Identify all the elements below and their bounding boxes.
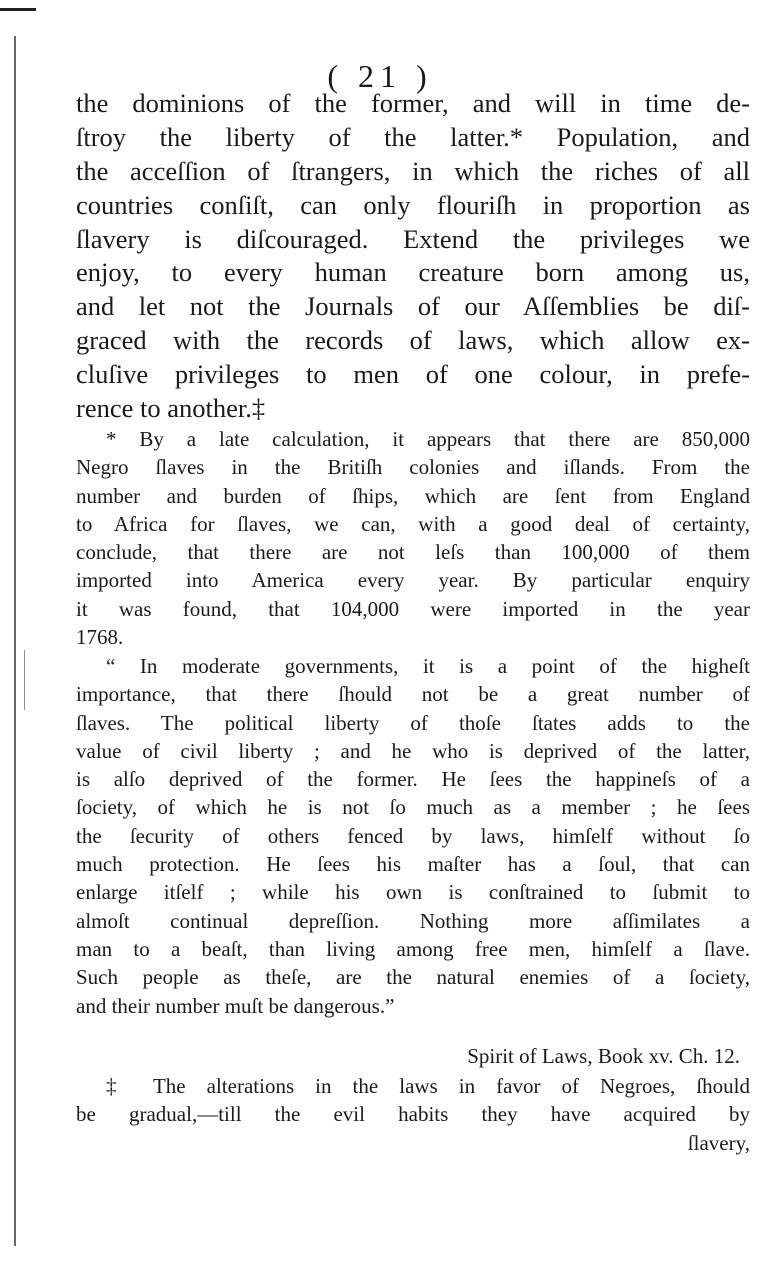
text-line: countries conſiſt, can only flouriſh in proportion as [76, 189, 750, 220]
quotation-line: man to a beaſt, than living among free men, himſelf a ſlave. [76, 936, 750, 961]
footnote-line: to Africa for ſlaves, we can, with a good deal of certainty, [76, 511, 750, 536]
footnote-line: ‡ The alterations in the laws in favor of Negroes, ſhould [106, 1074, 750, 1098]
text-line: ſtroy the liberty of the latter.* Population, and [76, 121, 750, 152]
quotation-line: “ In moderate governments, it is a point of the higheſt [106, 654, 750, 678]
quotation-line: enlarge itſelf ; while his own is conſtrained to ſubmit to [76, 880, 750, 905]
text-line: the dominions of the former, and will in time de- [76, 88, 750, 118]
text-line: enjoy, to every human creature born among us, [76, 257, 750, 288]
quotation [76, 652, 750, 1020]
page-edge-mark [24, 650, 25, 710]
quotation-line: value of civil liberty ; and he who is deprived of the latter, [76, 738, 750, 763]
page-number: ( 21 ) [327, 58, 433, 94]
footnote-line: conclude, that there are not leſs than 100,000 of them [76, 540, 750, 565]
footnote-dagger [76, 1072, 750, 1157]
text-line: ſlavery is diſcouraged. Extend the privileges we [76, 223, 750, 254]
text-line: and let not the Journals of our Aſſemblies be diſ- [76, 291, 750, 322]
quotation-line: is alſo deprived of the former. He ſees the happineſs of a [76, 767, 750, 792]
text-line: cluſive privileges to men of one colour, in prefe- [76, 359, 750, 390]
catchword: ſlavery, [687, 1130, 750, 1155]
citation-block [76, 1042, 750, 1070]
quotation-line: almoſt continual depreſſion. Nothing more aſſimilates a [76, 908, 750, 933]
quotation-line: Such people as theſe, are the natural enemies of a ſociety, [76, 965, 750, 990]
quotation-line: importance, that there ſhould not be a great number of [76, 682, 750, 707]
text-line: rence to another.‡ [76, 393, 266, 424]
page-binding-edge [14, 36, 16, 1246]
footnote-line: be gradual,—till the evil habits they have acquired by [76, 1102, 750, 1127]
page-edge-mark [0, 8, 36, 11]
footnote-line: imported into America every year. By particular enquiry [76, 568, 750, 593]
text-line: graced with the records of laws, which allow ex- [76, 325, 750, 356]
footnote-line: 1768. [76, 625, 124, 650]
quotation-line: the ſecurity of others fenced by laws, himſelf without ſo [76, 823, 750, 848]
citation: Spirit of Laws, Book xv. Ch. 12. [467, 1044, 740, 1068]
quotation-line: much protection. He ſees his maſter has a ſoul, that can [76, 852, 750, 877]
footnote-line: Negro ſlaves in the Britiſh colonies and iſlands. From the [76, 455, 750, 480]
quotation-line: ſlaves. The political liberty of thoſe ſtates adds to the [76, 710, 750, 735]
footnote-line: it was found, that 104,000 were imported in the year [76, 596, 750, 621]
quotation-line: ſociety, of which he is not ſo much as a member ; he ſees [76, 795, 750, 820]
footnote-star [76, 425, 750, 651]
quotation-line: and their number muſt be dangerous.” [76, 993, 395, 1018]
footnote-line: * By a late calculation, it appears that there are 850,000 [106, 427, 750, 451]
main-text [76, 87, 750, 426]
text-line: the acceſſion of ſtrangers, in which the riches of all [76, 155, 750, 186]
footnote-line: number and burden of ſhips, which are ſent from England [76, 483, 750, 508]
